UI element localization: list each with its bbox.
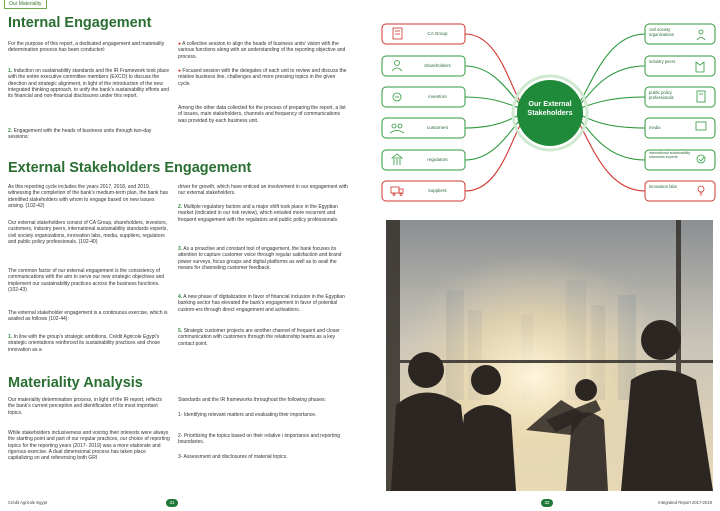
stakeholder-customers: customers — [426, 125, 449, 130]
external-engagement-heading: External Stakeholders Engagement — [8, 160, 252, 176]
item-number: 4. — [178, 294, 183, 300]
bullet-dot: ● — [178, 41, 182, 47]
connector-regulators — [465, 114, 525, 160]
stakeholder-civil-society: civil society organizations — [649, 27, 674, 37]
right-page-number: 32 — [541, 499, 553, 507]
bullet-text: Focused session with the delegates of each unit to review and discuss the relative business line, challenges and more pressing topics in the given cycle. — [178, 68, 347, 87]
internal-intro-text: For the purpose of this report, a dedicated engagement and materiality determination process has been conducted: — [8, 41, 165, 54]
right-boxes — [645, 24, 715, 201]
stakeholder-ca-group: CA Group — [427, 31, 448, 36]
bullet-text: A collective session to align the heads of business units’ vision with the various functions along with an understanding of the reporting objective and process. — [178, 41, 346, 60]
section-tab: Our Materiality — [4, 0, 47, 9]
external-p1 — [8, 184, 170, 209]
left-page-number: 31 — [166, 499, 178, 507]
stakeholder-shareholders: shareholders — [424, 63, 451, 68]
item-text: Multiple regulatory factors and a major shift took place in the Egyptian market (indicated in our risk review), which entailed more recurrent and frequent engagement with the regulators and public policy professionals. — [178, 204, 339, 223]
external-item-2 — [178, 204, 348, 223]
materiality-col2-p0 — [178, 397, 348, 403]
paragraph-text: Our materiality determination process, in light of the IR report, reflects the bank’s current perception and identification of its most important topics. — [8, 397, 162, 416]
stakeholder-regulators: regulators — [427, 157, 448, 162]
paragraph-text: Our external stakeholders consist of CA Group, shareholders, investors, customers, industry peers, international sustainability standards experts, civil society organizations, innovation labs, media, suppliers, regulators and public policy professionals. (102-40) — [8, 220, 168, 245]
internal-intro — [8, 41, 170, 54]
external-item-3 — [178, 246, 348, 271]
left-boxes — [382, 24, 465, 201]
item-number: 3. — [178, 246, 183, 252]
internal-item-2 — [8, 128, 170, 141]
external-p3 — [8, 268, 170, 293]
materiality-p1 — [8, 397, 170, 416]
connector-shareholders — [465, 66, 525, 110]
internal-engagement-heading: Internal Engagement — [8, 15, 152, 31]
item-number: 5. — [178, 328, 183, 334]
center-label: Our External Stakeholders — [527, 99, 573, 117]
paragraph-text: As this reporting cycle includes the years 2017, 2018, and 2019, witnessing the completion of the bank’s medium-term plan, the bank has identified stakeholders with whom to engage based on new issues arising. (102-42) — [8, 184, 168, 209]
stakeholder-innovation-labs: innovation labs — [649, 184, 677, 189]
phase-text: 2- Prioritizing the topics based on their relative i importance and reporting boundaries. — [178, 433, 341, 446]
paragraph-text: driver for growth, which have enticed an involvement in our engagement with our external stakeholders. — [178, 184, 348, 197]
paragraph-text: While stakeholders inclusiveness and voicing their interests were always the starting point and part of our regular practices, our choice of reporting topics for the reporting years (2017- 2019) was a more elaborate and rigorous exercise. A dual dimensional process has taken place capitalizing on and referencing both GRI — [8, 430, 170, 462]
materiality-phase-3 — [178, 454, 348, 460]
phase-text: 3- Assessment and disclosures of material topics. — [178, 454, 288, 460]
phase-text: 1- Identifying relevant matters and evaluating their importance. — [178, 412, 317, 418]
item-number: 1. — [8, 68, 13, 74]
internal-other-data — [178, 105, 348, 124]
external-item-5 — [178, 328, 348, 347]
materiality-analysis-heading: Materiality Analysis — [8, 375, 143, 391]
photo-illustration — [386, 220, 713, 491]
item-text: As a proactive and constant tool of engagement, the bank focuses its attention to capture customer voice through regular satisfaction and brand power surveys, focus groups and digital platforms as well as to avail the means for channeling customer feedback. — [178, 246, 342, 271]
external-item-4 — [178, 294, 348, 313]
business-people-photo — [386, 220, 713, 491]
internal-bullet-1 — [178, 41, 348, 60]
stakeholder-public-policy: public policy professionals — [649, 90, 674, 100]
materiality-phase-2 — [178, 433, 348, 446]
internal-item-1 — [8, 68, 170, 99]
stakeholder-media: media — [649, 125, 661, 130]
item-text: In line with the group’s strategic ambitions, Crédit Agricole Egypt’s strategic orientations reinforced its sustainability practices and chose innovation as a — [8, 334, 161, 353]
external-item-1 — [8, 334, 170, 353]
materiality-p2 — [8, 430, 170, 461]
materiality-phase-1 — [178, 412, 348, 418]
paragraph-text: The common factor of our external engagement is the consistency of communications with the aim to serve our new strategic objectives and implement our sustainability practices across the business functions. (102-43) — [8, 268, 165, 293]
item-number: 1. — [8, 334, 13, 340]
left-footer-text: Crédit Agricole Egypt — [8, 500, 48, 505]
paragraph-text: Standards and the IR frameworks throughout the following phases: — [178, 397, 326, 403]
item-text: A new phase of digitalization in favor of financial inclusion in the Egyptian banking sector has elevated the bank’s engagement in favor of potential custom-ers through direct engagement and activations. — [178, 294, 345, 313]
right-footer-text: Integrated Report 2017-2019 — [658, 500, 712, 505]
item-text: Engagement with the heads of business units through two-day sessions: — [8, 128, 152, 141]
external-p4 — [8, 310, 170, 323]
right-page — [360, 0, 720, 511]
item-number: 2. — [8, 128, 13, 134]
paragraph-text: The external stakeholder engagement is a continuous exercise, which is availed as follows (102-44): — [8, 310, 168, 323]
item-text: Strategic customer projects are another channel of frequent and closer communication with customers through the relationship teams as a key contact point. — [178, 328, 340, 347]
stakeholder-intl-standards: international sustainability standards experts — [649, 151, 691, 160]
bullet-dot: ● — [178, 68, 182, 74]
item-text: Induction on sustainability standards and the IR Framework took place with the entire executive committee members (EXCO) to discuss the direction and strategic alignment, in light of the introduction of the new integrated thinking approach, to unify the bank’s sustainability efforts and its financial and non-financial disclosures under this report. — [8, 68, 170, 100]
external-p2 — [8, 220, 170, 245]
connectors-left — [465, 34, 525, 191]
internal-bullet-2 — [178, 68, 348, 87]
item-number: 2. — [178, 204, 183, 210]
external-col2-p0 — [178, 184, 348, 197]
other-data-text: Among the other data collected for the process of preparing the report, a list of issues, main stakeholders, channels and frequency of communications was provided by each business unit. — [178, 105, 346, 124]
stakeholder-suppliers: suppliers — [428, 188, 447, 193]
stakeholder-investors: investors — [428, 94, 447, 99]
stakeholder-industry-peers: industry peers — [649, 59, 676, 64]
